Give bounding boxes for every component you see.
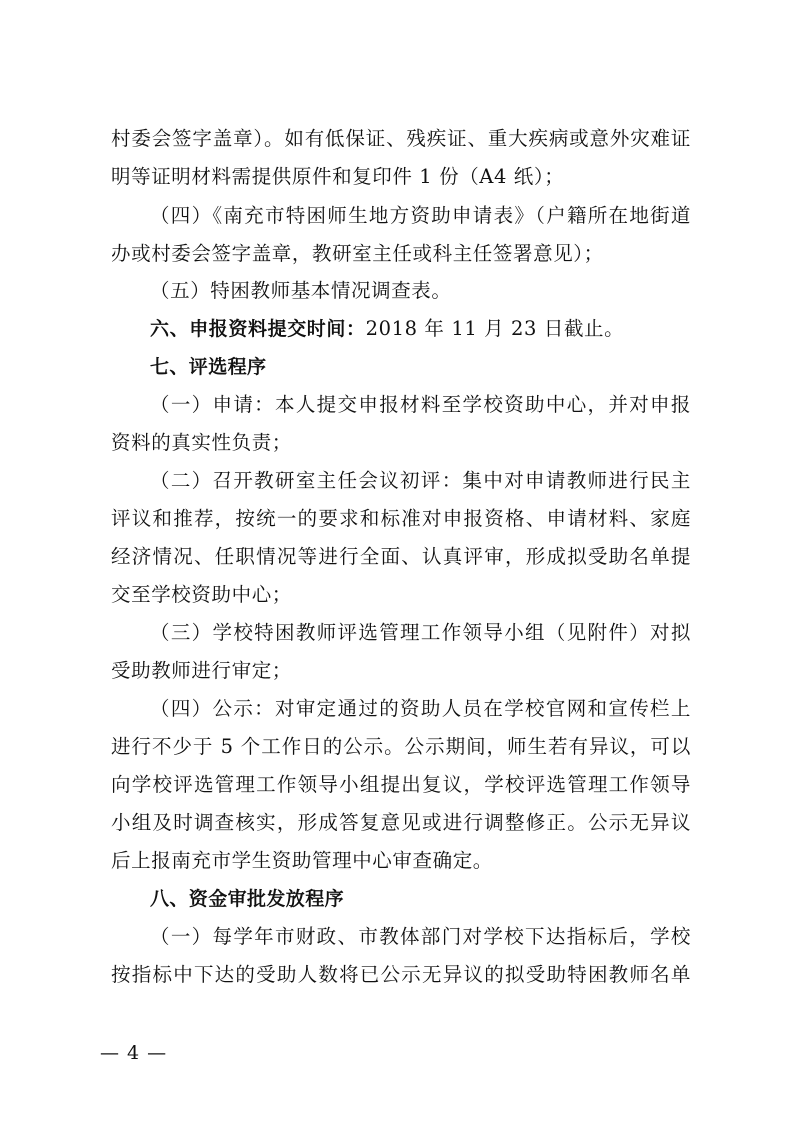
paragraph-line: 村委会签字盖章）。如有低保证、残疾证、重大疾病或意外灾难证 (111, 127, 691, 150)
paragraph-line: 评议和推荐，按统一的要求和标准对申报资格、申请材料、家庭 (111, 507, 691, 530)
paragraph-line: 办或村委会签字盖章，教研室主任或科主任签署意见）； (111, 242, 604, 265)
paragraph-line: 经济情况、任职情况等进行全面、认真评审，形成拟受助名单提 (111, 545, 691, 568)
paragraph-line: （四）《南充市特困师生地方资助申请表》（户籍所在地街道 (150, 204, 691, 227)
section-heading: 八、资金审批发放程序 (150, 888, 345, 910)
paragraph-line: （二）召开教研室主任会议初评：集中对申请教师进行民主 (150, 469, 691, 492)
section-heading: 六、申报资料提交时间： (150, 318, 366, 340)
paragraph-line: 小组及时调查核实，形成答复意见或进行调整修正。公示无异议 (111, 811, 691, 834)
paragraph-line: （一）每学年市财政、市教体部门对学校下达指标后，学校 (150, 925, 691, 948)
paragraph-line: 交至学校资助中心； (111, 583, 292, 606)
paragraph-line: 向学校评选管理工作领导小组提出复议，学校评选管理工作领导 (111, 773, 691, 796)
paragraph-line: （四）公示：对审定通过的资助人员在学校官网和宣传栏上 (150, 697, 691, 720)
paragraph-line: 资料的真实性负责； (111, 431, 292, 454)
paragraph-line: （一）申请：本人提交申报材料至学校资助中心，并对申报 (150, 393, 691, 416)
section-heading: 七、评选程序 (150, 356, 267, 378)
paragraph-line: （三）学校特困教师评选管理工作领导小组（见附件）对拟 (150, 621, 691, 644)
paragraph-line: 按指标中下达的受助人数将已公示无异议的拟受助特困教师名单 (111, 963, 691, 986)
paragraph-line: 明等证明材料需提供原件和复印件 1 份（A4 纸）； (111, 165, 565, 188)
paragraph-line: 进行不少于 5 个工作日的公示。公示期间，师生若有异议，可以 (111, 735, 691, 758)
section-heading-submission-time (150, 312, 691, 346)
paragraph-line: 受助教师进行审定； (111, 659, 292, 682)
page-number: — 4 — (100, 1042, 168, 1064)
submission-deadline: 2018 年 11 月 23 日截止。 (365, 317, 625, 340)
paragraph-line: 后上报南充市学生资助管理中心审查确定。 (111, 849, 493, 872)
paragraph-line: （五）特困教师基本情况调查表。 (150, 279, 452, 302)
